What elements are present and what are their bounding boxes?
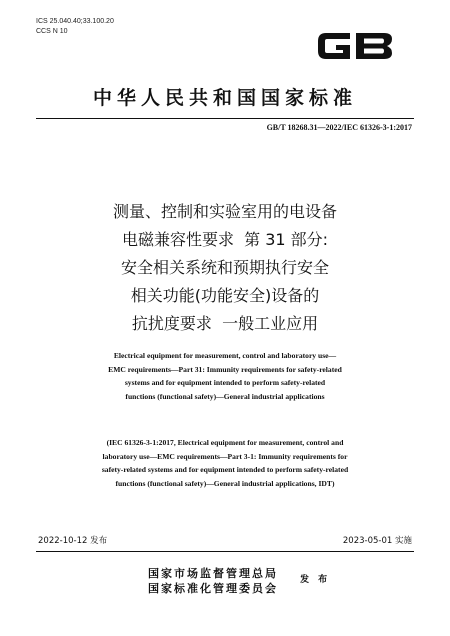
ics-code: ICS 25.040.40;33.100.20	[36, 18, 114, 25]
iec-equivalence-title	[36, 436, 414, 490]
chinese-title-line: 电磁兼容性要求 第 31 部分:	[121, 230, 329, 249]
english-title-line: functions (functional safety)—General industrial applications	[125, 391, 325, 401]
iec-title-line: safety-related systems and for equipment intended to perform safety-related	[101, 465, 349, 474]
implement-date: 2023-05-01 实施	[342, 536, 412, 546]
english-title-line: EMC requirements—Part 31: Immunity requirements for safety-related	[108, 364, 342, 374]
chinese-title-line: 测量、控制和实验室用的电设备	[112, 202, 337, 221]
national-standard-heading: 中华人民共和国国家标准	[92, 87, 357, 109]
issuing-organizations	[148, 566, 278, 596]
issue-label: 发 布	[300, 575, 331, 585]
chinese-title-line: 安全相关系统和预期执行安全	[120, 258, 329, 277]
gb-logo	[312, 24, 398, 68]
top-rule	[36, 118, 414, 119]
english-title-line: Electrical equipment for measurement, control and laboratory use—	[113, 351, 337, 360]
english-title-line: systems and for equipment intended to perform safety-related	[124, 378, 326, 387]
iec-title-line: functions (functional safety)—General industrial applications, IDT)	[115, 478, 335, 488]
issuer-sac: 国家标准化管理委员会	[148, 582, 278, 595]
standard-number: GB/T 18268.31—2022/IEC 61326-3-1:2017	[266, 123, 412, 132]
iec-title-line: (IEC 61326-3-1:2017, Electrical equipment for measurement, control and	[106, 438, 344, 447]
chinese-title-line: 相关功能(功能安全)设备的	[130, 286, 320, 305]
iec-title-line: laboratory use—EMC requirements—Part 3-1: Immunity requirements for	[102, 451, 348, 461]
chinese-title	[0, 198, 450, 338]
bottom-rule	[36, 551, 414, 552]
publish-date: 2022-10-12 发布	[38, 536, 108, 546]
english-title	[40, 349, 410, 403]
ccs-code: CCS N 10	[36, 28, 68, 35]
chinese-title-line: 抗扰度要求 一般工业应用	[131, 314, 319, 333]
issuer-samr: 国家市场监督管理总局	[148, 567, 278, 580]
